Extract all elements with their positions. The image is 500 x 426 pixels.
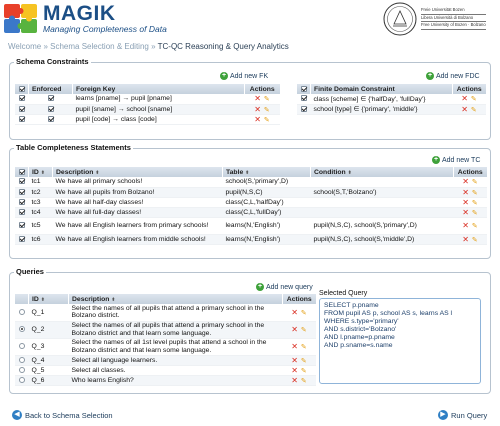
- breadcrumb-current: TC-QC Reasoning & Query Analytics: [157, 42, 289, 51]
- select-all-fk-checkbox[interactable]: [19, 86, 25, 92]
- delete-icon[interactable]: ✕: [291, 355, 298, 365]
- plus-icon: +: [433, 156, 439, 163]
- query-radio[interactable]: [19, 377, 25, 383]
- university-name: Freie Universität Bozen Libera Università di Bolzano Free University of Bozen · Bolzano: [421, 7, 486, 30]
- query-radio[interactable]: [19, 326, 25, 332]
- plus-icon: +: [427, 72, 433, 79]
- selected-query-section: [319, 290, 482, 386]
- edit-icon[interactable]: ✎: [263, 96, 270, 104]
- delete-icon[interactable]: ✕: [461, 104, 468, 114]
- selected-query-textarea[interactable]: SELECT p.pname FROM pupil AS p, school AS s, learns AS l WHERE s.type='primary' AND s.district='Bolzano' AND l.pname=p.pname AND p.sname=s.name: [319, 298, 481, 384]
- edit-icon[interactable]: ✎: [471, 236, 478, 244]
- tc-row-checkbox[interactable]: [19, 209, 25, 215]
- back-to-schema-button[interactable]: ◀ Back to Schema Selection: [12, 410, 113, 420]
- edit-icon[interactable]: ✎: [470, 96, 477, 104]
- selected-query-title: Selected Query: [319, 290, 368, 297]
- add-fdc-button[interactable]: + Add new FDC: [427, 72, 480, 80]
- brand-subtitle: Managing Completeness of Data: [43, 24, 167, 34]
- delete-icon[interactable]: ✕: [462, 177, 469, 187]
- query-radio[interactable]: [19, 343, 25, 349]
- select-all-tc-checkbox[interactable]: [19, 169, 25, 175]
- tc-table: ID ⬍ Description ⬍ Table ⬍ Condition ⬍ Actions tc1 We have all primary schools! school(S,'primary',D) ✕ ✎ tc2 We have all pupils from Bolzano! pupil(N,S,C) school(S,T,'Bolzano') ✕ ✎ tc3 We have all half-day classes! class(C,L,'halfDay') ✕ ✎ tc4 We have all full-day classes! class(C,L,'fullDay') ✕ ✎ tc5 We have all English learners from primary schools! learns(N,'English') pupil(N,S,C), school(S,'primary',D) ✕ ✎ tc6 We have all English learners from middle schools! learns(N,'English') pupil(N,S,C), school(S,'middle',D) ✕ ✎: [14, 167, 487, 245]
- edit-icon[interactable]: ✎: [300, 327, 307, 334]
- enforced-checkbox[interactable]: [48, 106, 54, 112]
- table-row: Q_6 Who learns English? ✕ ✎: [15, 375, 317, 385]
- table-row: school [type] ∈ {'primary', 'middle'} ✕ ✎: [297, 104, 487, 114]
- tc-legend: Table Completeness Statements: [16, 143, 131, 152]
- breadcrumb: Welcome » Schema Selection & Editing » TC-QC Reasoning & Query Analytics: [8, 42, 289, 51]
- edit-icon[interactable]: ✎: [471, 209, 478, 217]
- fdc-row-checkbox[interactable]: [301, 106, 307, 112]
- edit-icon[interactable]: ✎: [300, 377, 307, 385]
- table-row: Q_1 Select the names of all pupils that attend a primary school in the Bolzano district. ✕ ✎: [15, 304, 317, 321]
- arrow-left-icon: ◀: [12, 410, 22, 420]
- delete-icon[interactable]: ✕: [254, 114, 261, 124]
- delete-icon[interactable]: ✕: [254, 104, 261, 114]
- edit-icon[interactable]: ✎: [470, 106, 477, 114]
- sort-id-header[interactable]: ID ⬍: [29, 167, 53, 177]
- table-row: Q_2 Select the names of all pupils that attend a primary school in the Bolzano district and that learn some language. ✕ ✎: [15, 321, 317, 338]
- delete-icon[interactable]: ✕: [462, 221, 469, 230]
- fdc-table: Finite Domain Constraint Actions class [scheme] ∈ {'halfDay', 'fullDay'} ✕ ✎ school [type] ∈ {'primary', 'middle'} ✕ ✎: [296, 84, 486, 115]
- sort-condition-header[interactable]: Condition ⬍: [311, 167, 454, 177]
- sort-icon: ⬍: [245, 169, 250, 176]
- edit-icon[interactable]: ✎: [263, 116, 270, 124]
- university-seal-icon: [383, 2, 417, 36]
- fk-row-checkbox[interactable]: [19, 106, 25, 112]
- tc-row-checkbox[interactable]: [19, 236, 25, 242]
- enforced-checkbox[interactable]: [48, 116, 54, 122]
- query-radio[interactable]: [19, 357, 25, 363]
- sort-table-header[interactable]: Table ⬍: [223, 167, 311, 177]
- sort-icon: ⬍: [40, 296, 45, 303]
- edit-icon[interactable]: ✎: [300, 357, 307, 365]
- queries-legend: Queries: [16, 267, 44, 276]
- fk-row-checkbox[interactable]: [19, 116, 25, 122]
- schema-constraints-panel: [9, 57, 491, 140]
- fk-table: Enforced Foreign Key Actions learns [pname] → pupil [pname] ✕ ✎ pupil [sname] → school [sname] ✕ ✎ pupil [code] → class [code] ✕ ✎: [14, 84, 280, 125]
- enforced-checkbox[interactable]: [48, 95, 54, 101]
- delete-icon[interactable]: ✕: [462, 234, 469, 244]
- edit-icon[interactable]: ✎: [471, 189, 478, 197]
- sort-query-id-header[interactable]: ID ⬍: [29, 294, 69, 304]
- sort-icon: ⬍: [95, 169, 100, 176]
- sort-icon: ⬍: [40, 169, 45, 176]
- table-row: tc3 We have all half-day classes! class(C,L,'halfDay') ✕ ✎: [15, 197, 488, 207]
- table-row: learns [pname] → pupil [pname] ✕ ✎: [15, 94, 281, 104]
- edit-icon[interactable]: ✎: [300, 309, 307, 317]
- tc-row-checkbox[interactable]: [19, 189, 25, 195]
- table-row: tc1 We have all primary schools! school(S,'primary',D) ✕ ✎: [15, 177, 488, 187]
- sort-icon: ⬍: [347, 169, 352, 176]
- schema-constraints-legend: Schema Constraints: [16, 57, 89, 66]
- delete-icon[interactable]: ✕: [461, 94, 468, 104]
- delete-icon[interactable]: ✕: [291, 307, 298, 317]
- queries-table: ID ⬍ Description ⬍ Actions Q_1 Select the names of all pupils that attend a primary school in the Bolzano district. ✕ ✎ Q_2 Select the names of all pupils that attend a primary school in the Bolzano district and that learn some language. ✕ ✎ Q_3 Select the names of all 1st level pupils that attend a school in the Bolzano district and that learn some language. ✕ ✎ Q_4 Select all language learners. ✕ ✎ Q_5 Select all classes. ✕ ✎ Q_6 Who learns English? ✕ ✎: [14, 294, 316, 386]
- tc-row-checkbox[interactable]: [19, 222, 25, 228]
- delete-icon[interactable]: ✕: [291, 375, 298, 385]
- plus-icon: +: [221, 72, 227, 79]
- breadcrumb-schema[interactable]: Schema Selection & Editing: [50, 42, 149, 51]
- delete-icon[interactable]: ✕: [462, 197, 469, 207]
- fdc-row-checkbox[interactable]: [301, 95, 307, 101]
- query-radio[interactable]: [19, 309, 25, 315]
- table-row: class [scheme] ∈ {'halfDay', 'fullDay'} ✕ ✎: [297, 94, 487, 104]
- add-tc-button[interactable]: + Add new TC: [433, 156, 481, 164]
- delete-icon[interactable]: ✕: [291, 325, 298, 334]
- plus-icon: +: [257, 283, 263, 290]
- query-radio[interactable]: [19, 367, 25, 373]
- sort-icon: ⬍: [111, 296, 116, 303]
- edit-icon[interactable]: ✎: [471, 223, 478, 230]
- edit-icon[interactable]: ✎: [471, 179, 478, 187]
- table-row: tc4 We have all full-day classes! class(C,L,'fullDay') ✕ ✎: [15, 207, 488, 217]
- app-header: [0, 0, 500, 38]
- add-fk-button[interactable]: + Add new FK: [221, 72, 269, 80]
- delete-icon[interactable]: ✕: [291, 342, 298, 351]
- table-row: pupil [code] → class [code] ✕ ✎: [15, 114, 281, 124]
- tc-row-checkbox[interactable]: [19, 178, 25, 184]
- tc-panel: [9, 143, 491, 259]
- edit-icon[interactable]: ✎: [471, 199, 478, 207]
- select-all-fdc-checkbox[interactable]: [301, 86, 307, 92]
- add-query-button[interactable]: + Add new query: [257, 283, 313, 291]
- table-row: tc5 We have all English learners from primary schools! learns(N,'English') pupil(N,S,C), school(S,'primary',D) ✕ ✎: [15, 217, 488, 234]
- table-row: tc6 We have all English learners from middle schools! learns(N,'English') pupil(N,S,C), school(S,'middle',D) ✕ ✎: [15, 234, 488, 244]
- edit-icon[interactable]: ✎: [300, 367, 307, 375]
- puzzle-logo-icon: [3, 3, 39, 35]
- arrow-right-icon: ▶: [438, 410, 448, 420]
- edit-icon[interactable]: ✎: [300, 344, 307, 351]
- table-row: Q_5 Select all classes. ✕ ✎: [15, 365, 317, 375]
- delete-icon[interactable]: ✕: [291, 365, 298, 375]
- delete-icon[interactable]: ✕: [462, 187, 469, 197]
- table-row: tc2 We have all pupils from Bolzano! pupil(N,S,C) school(S,T,'Bolzano') ✕ ✎: [15, 187, 488, 197]
- table-row: Q_4 Select all language learners. ✕ ✎: [15, 355, 317, 365]
- sort-description-header[interactable]: Description ⬍: [53, 167, 223, 177]
- sort-query-description-header[interactable]: Description ⬍: [69, 294, 283, 304]
- table-row: pupil [sname] → school [sname] ✕ ✎: [15, 104, 281, 114]
- delete-icon[interactable]: ✕: [254, 94, 261, 104]
- table-row: Q_3 Select the names of all 1st level pupils that attend a school in the Bolzano district and that learn some language. ✕ ✎: [15, 338, 317, 355]
- edit-icon[interactable]: ✎: [263, 106, 270, 114]
- brand-title: MAGIK: [43, 2, 116, 25]
- run-query-button[interactable]: ▶ Run Query: [438, 410, 487, 420]
- fk-row-checkbox[interactable]: [19, 95, 25, 101]
- tc-row-checkbox[interactable]: [19, 199, 25, 205]
- delete-icon[interactable]: ✕: [462, 207, 469, 217]
- breadcrumb-welcome[interactable]: Welcome: [8, 42, 42, 51]
